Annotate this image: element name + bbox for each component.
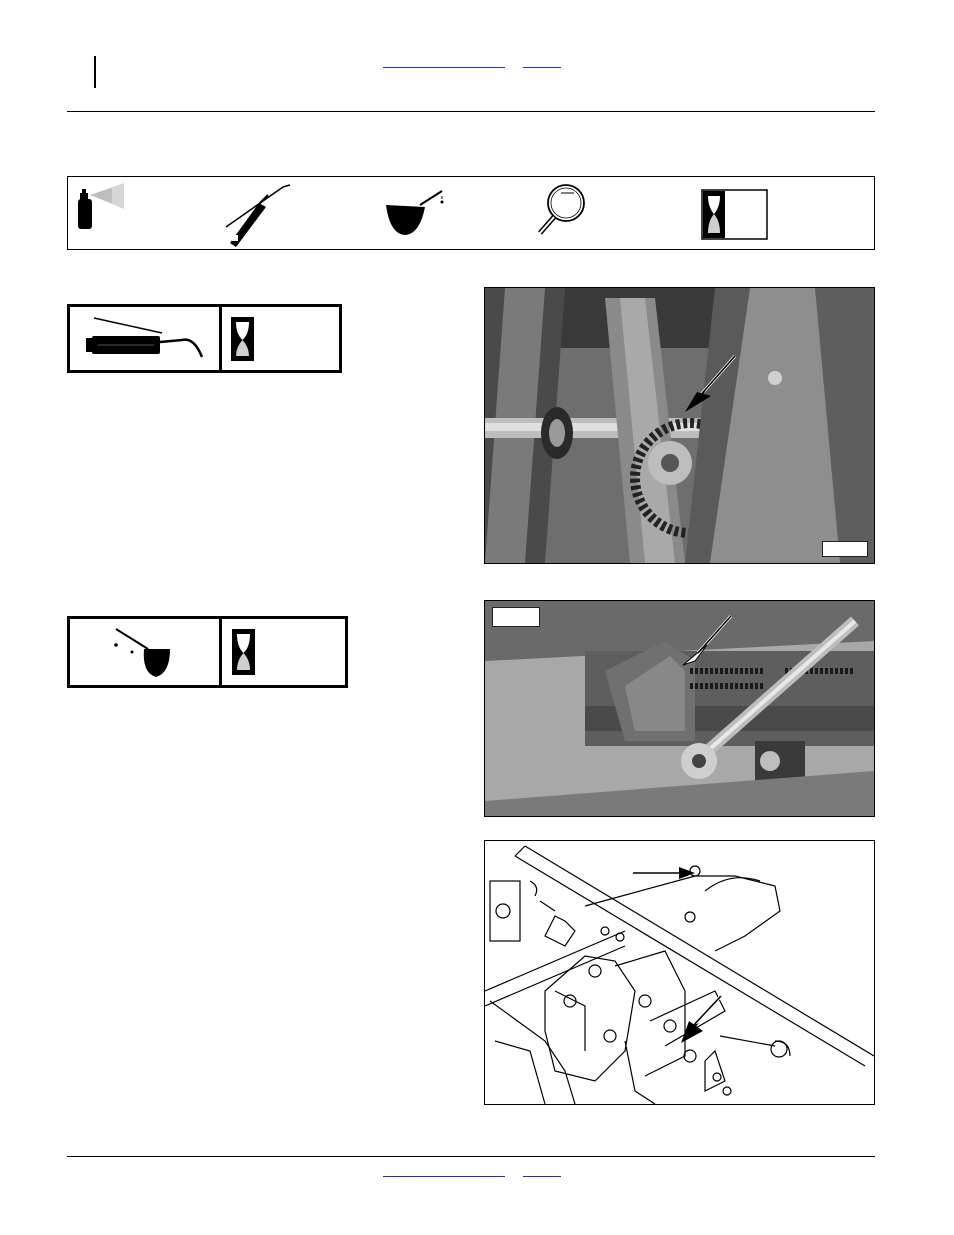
grease-gun-icon: [226, 185, 290, 247]
grease-gun-icon: [86, 318, 202, 357]
magnifier-icon: [540, 185, 584, 233]
header-link-manual[interactable]: [383, 67, 505, 68]
grease-interval-box: [67, 304, 342, 373]
header-margin-bar: [94, 56, 96, 88]
spray-can-icon: [78, 183, 124, 229]
hourglass-icon: [702, 190, 767, 239]
lubrication-legend: [67, 176, 875, 250]
oil-interval-box: [67, 616, 348, 688]
figure-number-label: [492, 607, 540, 627]
hourglass-icon: [232, 629, 255, 675]
header-link-index[interactable]: [523, 67, 561, 68]
figure-number-label: [822, 541, 868, 557]
footer-rule: [67, 1156, 875, 1157]
diagram-hitch-assembly-lube-points: [484, 840, 875, 1105]
hourglass-icon: [231, 317, 254, 361]
oil-can-icon: [114, 629, 170, 677]
footer-link-index[interactable]: [523, 1176, 561, 1177]
oil-can-icon: [386, 191, 444, 235]
photo-chain-drive-grease-point: [484, 287, 875, 564]
photo-hitch-pivot-oil-point: [484, 600, 875, 817]
footer-link-manual[interactable]: [383, 1176, 505, 1177]
header-rule: [67, 111, 875, 112]
